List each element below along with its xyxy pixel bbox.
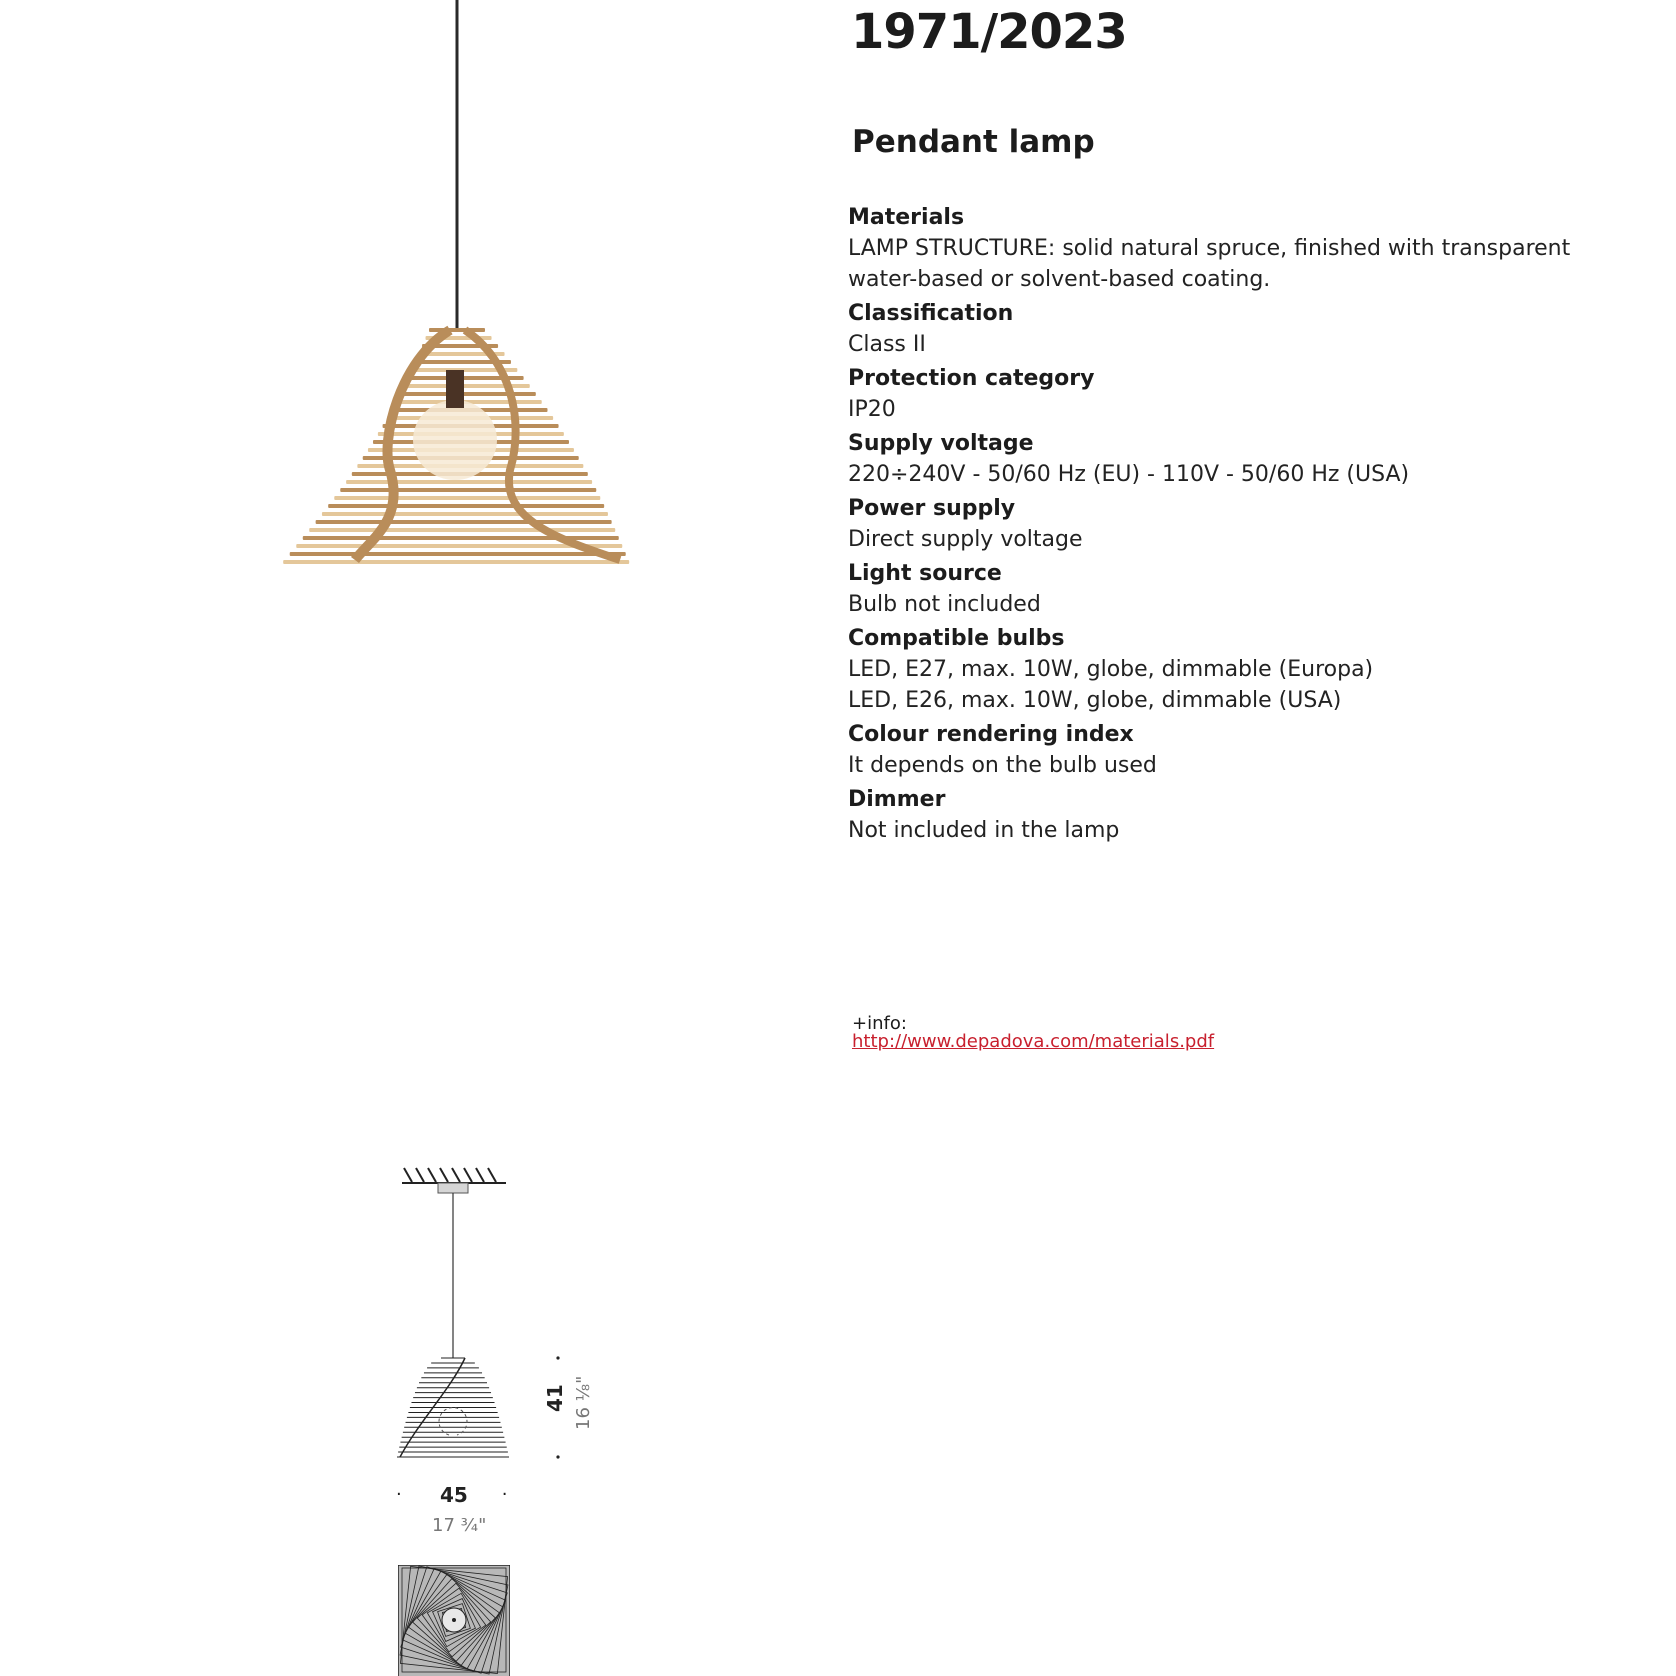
width-inch-label: 17 ¾" <box>432 1515 487 1536</box>
spec-value: 220÷240V - 50/60 Hz (EU) - 110V - 50/60 Hz (USA) <box>848 462 1410 487</box>
spec-label: Protection category <box>848 366 1095 391</box>
spec-protection-category <box>848 363 1668 425</box>
wood-slat <box>316 520 612 524</box>
spec-colour-rendering-index <box>848 719 1668 781</box>
wood-slat <box>322 512 608 516</box>
bulb-glow <box>413 400 497 480</box>
spec-value-line: LED, E26, max. 10W, globe, dimmable (USA) <box>848 688 1342 713</box>
spec-value <box>848 233 1668 295</box>
spec-label: Light source <box>848 561 1002 586</box>
ceiling-canopy <box>438 1183 468 1193</box>
wood-slat <box>400 392 536 396</box>
wood-slat <box>340 488 596 492</box>
spec-value-line: water-based or solvent-based coating. <box>848 267 1271 292</box>
height-cm-label: 41 <box>543 1384 567 1412</box>
wood-slat <box>429 328 485 332</box>
bulb-outline <box>439 1408 467 1435</box>
info-prefix: +info: <box>852 1013 907 1034</box>
specifications-list <box>848 202 1668 849</box>
spec-light-source <box>848 558 1668 620</box>
spec-value-line: LED, E27, max. 10W, globe, dimmable (Europa) <box>848 657 1374 682</box>
spec-value: IP20 <box>848 397 896 422</box>
spec-label: Power supply <box>848 496 1016 521</box>
width-cm-label: 45 <box>440 1483 468 1507</box>
spec-value-line: LAMP STRUCTURE: solid natural spruce, finished with transparent <box>848 236 1571 261</box>
height-dot-top <box>556 1356 559 1359</box>
technical-drawing-top-view <box>398 1565 510 1676</box>
spec-value: Not included in the lamp <box>848 818 1120 843</box>
spec-value <box>848 654 1668 716</box>
wood-slat <box>346 480 592 484</box>
wood-slat <box>334 496 600 500</box>
spec-label: Colour rendering index <box>848 722 1134 747</box>
spec-label: Materials <box>848 205 965 230</box>
spec-value: Bulb not included <box>848 592 1041 617</box>
page-title: 1971/2023 <box>851 4 1127 60</box>
spec-value: Class II <box>848 332 926 357</box>
spec-compatible-bulbs <box>848 623 1668 716</box>
center-dot <box>452 1618 456 1622</box>
product-subtitle: Pendant lamp <box>852 124 1095 160</box>
ceiling-hatch-icon <box>402 1168 506 1183</box>
spec-power-supply <box>848 493 1668 555</box>
spec-label: Classification <box>848 301 1014 326</box>
materials-pdf-link[interactable]: http://www.depadova.com/materials.pdf <box>852 1031 1215 1052</box>
lamp-product-photo <box>260 0 640 600</box>
spec-supply-voltage <box>848 428 1668 490</box>
spec-dimmer <box>848 784 1668 846</box>
bulb-socket <box>446 370 464 408</box>
height-inch-label: 16 ⅛" <box>573 1375 594 1430</box>
wood-slat <box>309 528 615 532</box>
spec-materials <box>848 202 1668 295</box>
lamp-shade-outline <box>397 1358 509 1457</box>
spec-value: Direct supply voltage <box>848 527 1083 552</box>
info-block <box>852 1015 1214 1051</box>
wood-slat <box>290 552 626 556</box>
wood-slat <box>283 560 629 564</box>
spec-value: It depends on the bulb used <box>848 753 1157 778</box>
width-dimension-dots: · · <box>396 1484 508 1505</box>
spec-classification <box>848 298 1668 360</box>
spec-label: Dimmer <box>848 787 946 812</box>
spec-label: Supply voltage <box>848 431 1034 456</box>
spec-label: Compatible bulbs <box>848 626 1065 651</box>
technical-drawing-side-view <box>390 1150 620 1480</box>
wood-slat <box>328 504 604 508</box>
height-dot-bottom <box>556 1455 559 1458</box>
